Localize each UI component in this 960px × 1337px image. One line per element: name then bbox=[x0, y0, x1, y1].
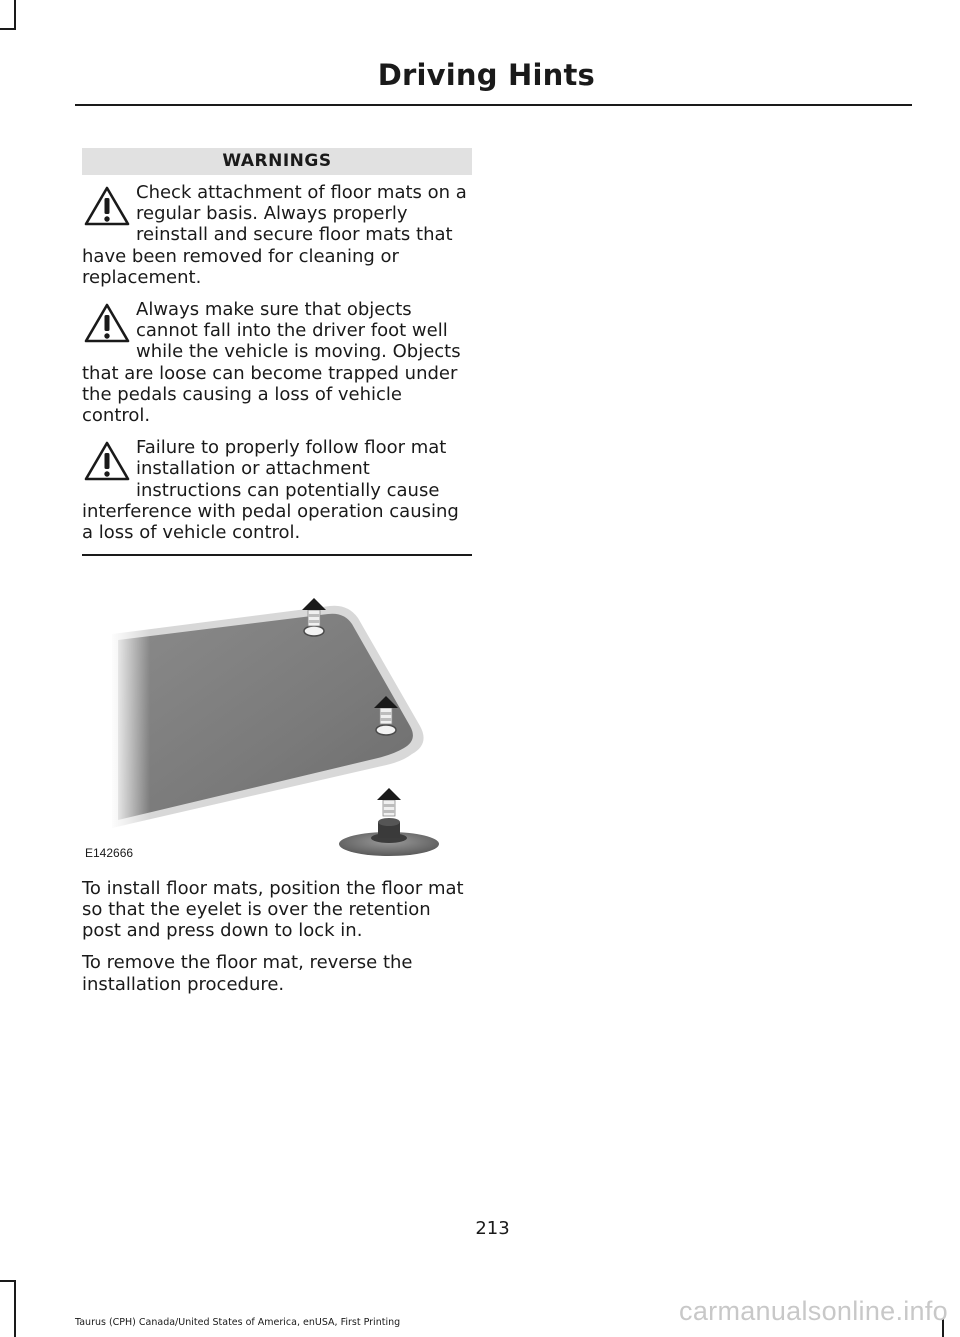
warning-item bbox=[82, 299, 472, 426]
warnings-divider bbox=[82, 554, 472, 556]
content-column bbox=[82, 148, 472, 1006]
warnings-heading: WARNINGS bbox=[82, 148, 472, 175]
publication-footer: Taurus (CPH) Canada/United States of America, enUSA, First Printing bbox=[75, 1317, 401, 1328]
warning-text: Always make sure that objects cannot fall into the driver foot well while the vehicle is moving. Objects that are loose can become trapped under the pedals causing a loss of vehicle control. bbox=[82, 299, 461, 427]
floor-mat-illustration bbox=[82, 576, 472, 864]
page-title: Driving Hints bbox=[377, 58, 595, 92]
warning-item bbox=[82, 182, 472, 288]
page-number: 213 bbox=[475, 1218, 510, 1239]
crop-mark bbox=[0, 1280, 16, 1282]
warning-triangle-icon bbox=[82, 302, 132, 346]
crop-mark bbox=[0, 28, 16, 30]
figure-code: E142666 bbox=[85, 845, 134, 860]
header-divider bbox=[75, 104, 912, 106]
warning-item bbox=[82, 437, 472, 543]
body-paragraph: To install floor mats, position the floor mat so that the eyelet is over the retention post and press down to lock in. bbox=[82, 877, 464, 942]
body-paragraph: To remove the floor mat, reverse the installation procedure. bbox=[82, 952, 413, 995]
crop-mark bbox=[14, 1280, 16, 1337]
warning-triangle-icon bbox=[82, 185, 132, 229]
watermark: carmanualsonline.info bbox=[679, 1296, 948, 1326]
warning-text: Check attachment of floor mats on a regular basis. Always properly reinstall and secure floor mats that have been removed for cleaning or replacement. bbox=[82, 182, 467, 288]
warning-text: Failure to properly follow floor mat installation or attachment instructions can potentially cause interference with pedal operation causing a loss of vehicle control. bbox=[82, 437, 459, 544]
warning-triangle-icon bbox=[82, 440, 132, 484]
crop-mark bbox=[14, 0, 16, 28]
